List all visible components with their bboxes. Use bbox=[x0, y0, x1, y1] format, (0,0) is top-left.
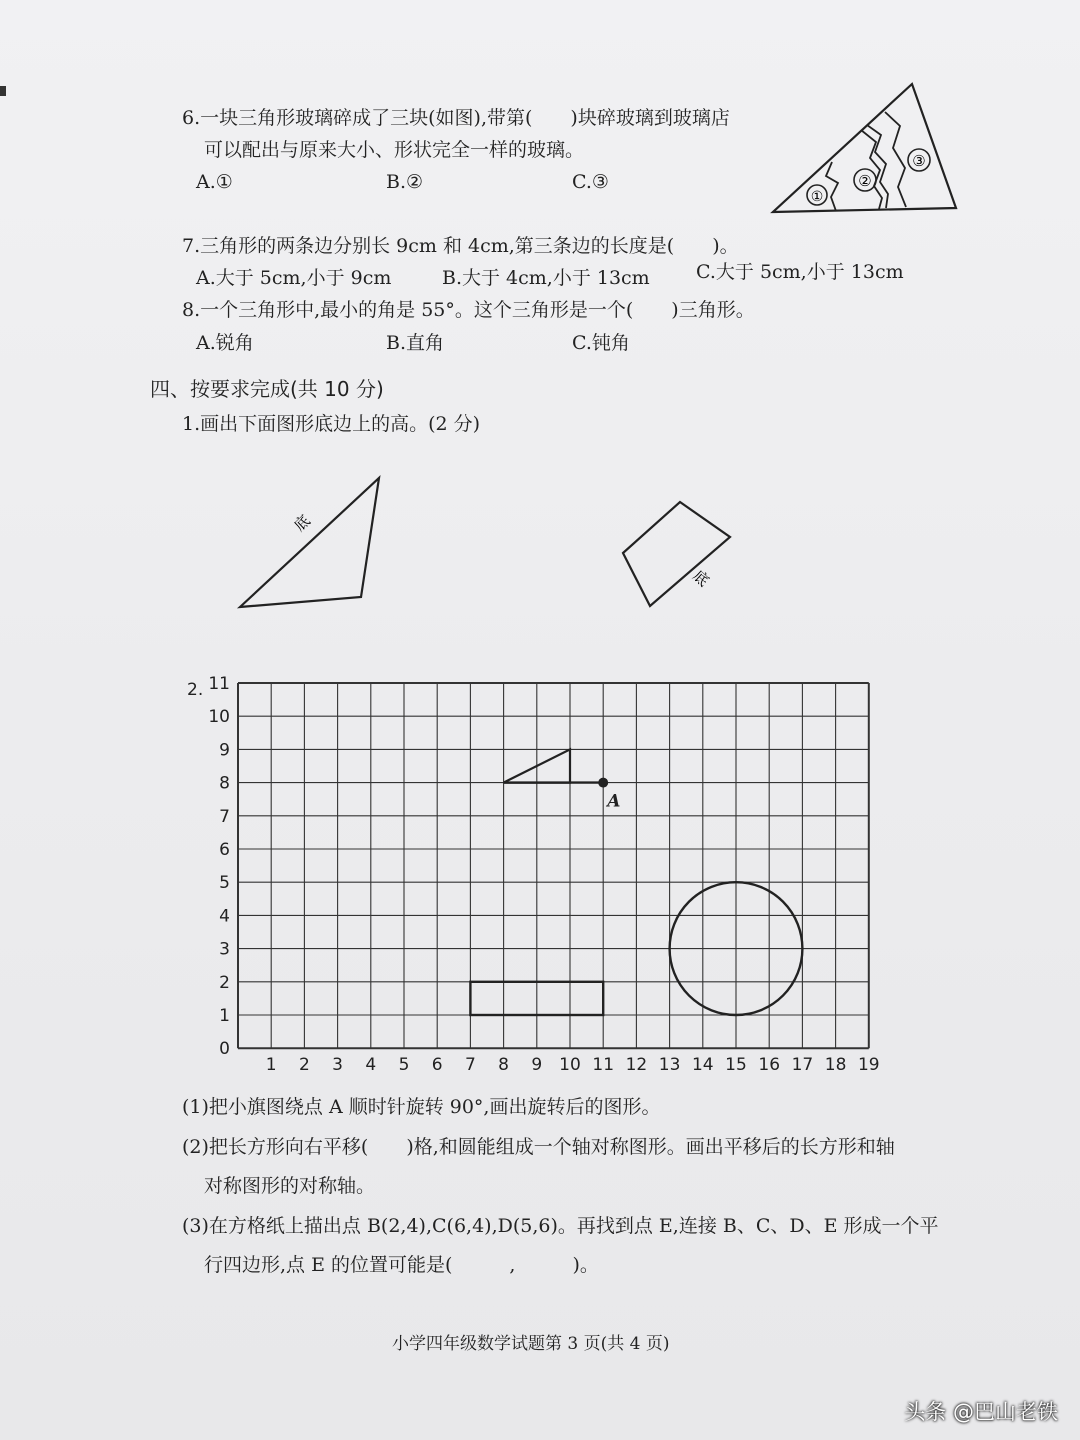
x-tick-label: 14 bbox=[691, 1055, 714, 1076]
x-tick-label: 10 bbox=[559, 1055, 581, 1076]
point-a-label: A bbox=[607, 791, 621, 812]
q8-option-c: C.钝角 bbox=[572, 332, 630, 354]
x-tick-label: 2 bbox=[298, 1055, 310, 1076]
q6-option-a: A.① bbox=[196, 171, 233, 193]
x-tick-label: 3 bbox=[332, 1055, 344, 1076]
s4-q2-part3-line2: 行四边形,点 E 的位置可能是( , )。 bbox=[204, 1254, 599, 1276]
q7-stem: 7.三角形的两条边分别长 9cm 和 4cm,第三条边的长度是( )。 bbox=[182, 235, 739, 257]
x-tick-label: 19 bbox=[857, 1055, 880, 1076]
x-tick-label: 4 bbox=[365, 1055, 377, 1076]
q8-option-b: B.直角 bbox=[386, 332, 445, 354]
y-tick-label: 8 bbox=[219, 773, 230, 794]
point-a bbox=[598, 778, 608, 788]
broken-glass-triangle bbox=[773, 84, 956, 212]
q6-option-b: B.② bbox=[386, 171, 424, 193]
y-tick-label: 4 bbox=[219, 906, 230, 927]
x-tick-label: 9 bbox=[531, 1055, 543, 1076]
coordinate-grid bbox=[208, 674, 879, 1075]
glass-piece-label-3: ③ bbox=[912, 152, 926, 170]
s4-q2-number: 2. bbox=[187, 680, 204, 700]
page-footer: 小学四年级数学试题第 3 页(共 4 页) bbox=[392, 1334, 670, 1354]
x-tick-label: 8 bbox=[498, 1055, 510, 1076]
y-tick-label: 5 bbox=[219, 873, 230, 894]
triangle-base-label: 底 bbox=[290, 511, 314, 535]
x-tick-label: 1 bbox=[265, 1055, 277, 1076]
x-tick-label: 16 bbox=[758, 1055, 781, 1076]
s4-q1-stem: 1.画出下面图形底边上的高。(2 分) bbox=[182, 413, 481, 435]
watermark: 头条 @巴山老铁 bbox=[904, 1400, 1058, 1424]
q7-option-b: B.大于 4cm,小于 13cm bbox=[442, 267, 650, 289]
glass-piece-label-1: ① bbox=[810, 189, 824, 205]
y-tick-label: 7 bbox=[219, 806, 230, 827]
y-tick-label: 2 bbox=[219, 972, 230, 993]
q6-stem-line1: 6.一块三角形玻璃碎成了三块(如图),带第( )块碎玻璃到玻璃店 bbox=[182, 107, 730, 129]
y-tick-label: 1 bbox=[219, 1006, 230, 1026]
glass-piece-label-2: ② bbox=[858, 172, 872, 190]
s4-q2-part1: (1)把小旗图绕点 A 顺时针旋转 90°,画出旋转后的图形。 bbox=[182, 1096, 661, 1118]
x-tick-label: 7 bbox=[464, 1055, 476, 1076]
q6-option-c: C.③ bbox=[572, 171, 609, 193]
section-4-title: 四、按要求完成(共 10 分) bbox=[150, 377, 384, 401]
parallelogram-base-label: 底 bbox=[689, 566, 713, 591]
q8-stem: 8.一个三角形中,最小的角是 55°。这个三角形是一个( )三角形。 bbox=[182, 299, 755, 321]
x-tick-label: 15 bbox=[725, 1055, 747, 1076]
y-tick-label: 10 bbox=[208, 707, 230, 728]
x-tick-label: 11 bbox=[592, 1055, 615, 1076]
x-tick-label: 13 bbox=[658, 1055, 681, 1076]
y-tick-label: 0 bbox=[219, 1039, 230, 1060]
x-tick-label: 18 bbox=[824, 1055, 847, 1076]
q7-option-c: C.大于 5cm,小于 13cm bbox=[696, 261, 904, 283]
y-tick-label: 3 bbox=[219, 939, 230, 960]
s4-q2-part3-line1: (3)在方格纸上描出点 B(2,4),C(6,4),D(5,6)。再找到点 E,连接 B、C、D、E 形成一个平 bbox=[182, 1215, 939, 1237]
y-tick-label: 9 bbox=[219, 740, 230, 761]
triangle-figure bbox=[240, 478, 379, 607]
s4-q2-part2-line1: (2)把长方形向右平移( )格,和圆能组成一个轴对称图形。画出平移后的长方形和轴 bbox=[182, 1136, 895, 1158]
y-tick-label: 11 bbox=[208, 674, 230, 694]
q7-option-a: A.大于 5cm,小于 9cm bbox=[196, 267, 392, 289]
parallelogram-figure bbox=[623, 502, 730, 606]
x-tick-label: 6 bbox=[431, 1055, 443, 1076]
y-tick-label: 6 bbox=[219, 840, 230, 860]
q6-stem-line2: 可以配出与原来大小、形状完全一样的玻璃。 bbox=[204, 139, 585, 161]
s4-q2-part2-line2: 对称图形的对称轴。 bbox=[204, 1175, 376, 1197]
x-tick-label: 5 bbox=[398, 1055, 410, 1076]
q8-option-a: A.锐角 bbox=[196, 332, 254, 354]
x-tick-label: 17 bbox=[791, 1055, 814, 1076]
x-tick-label: 12 bbox=[625, 1055, 648, 1076]
